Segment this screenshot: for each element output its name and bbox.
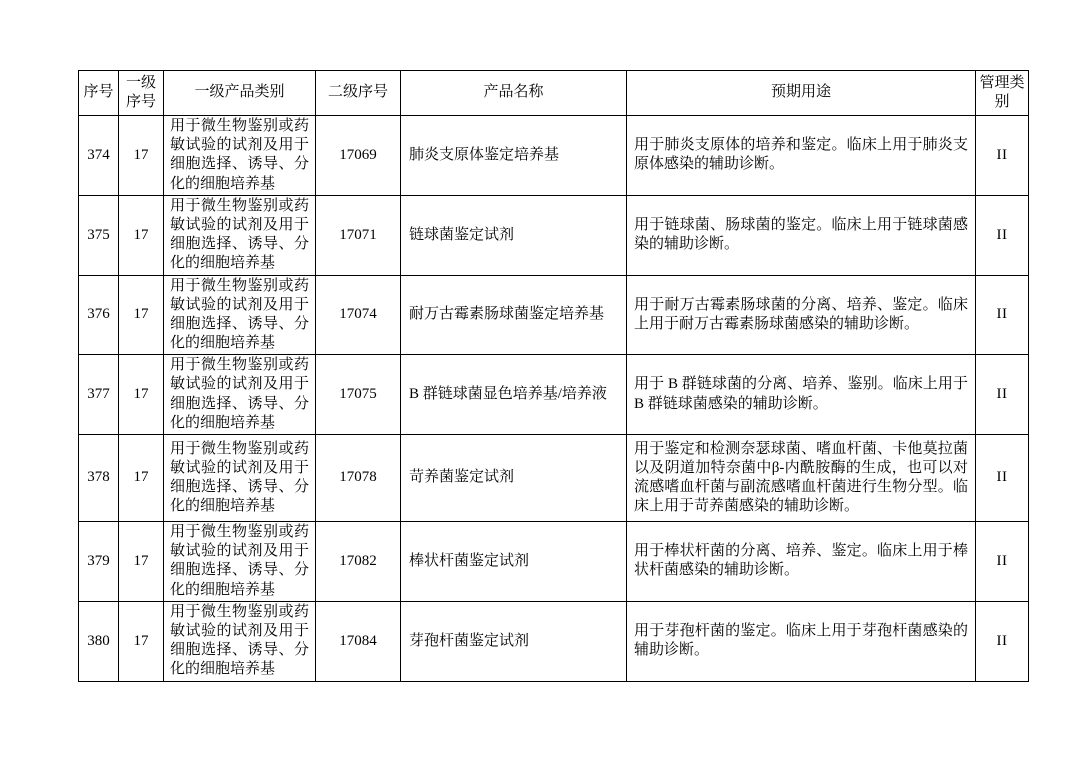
cell-level1-no: 17 [119, 116, 164, 196]
cell-intended-use: 用于链球菌、肠球菌的鉴定。临床上用于链球菌感染的辅助诊断。 [627, 195, 976, 275]
table-row [79, 275, 1029, 355]
cell-category: 用于微生物鉴别或药敏试验的试剂及用于细胞选择、诱导、分化的细胞培养基 [164, 601, 316, 681]
cell-serial: 374 [79, 116, 119, 196]
cell-intended-use: 用于芽孢杆菌的鉴定。临床上用于芽孢杆菌感染的辅助诊断。 [627, 601, 976, 681]
col-header-management-class: 管理类别 [976, 71, 1029, 116]
cell-level1-no: 17 [119, 601, 164, 681]
col-header-category: 一级产品类别 [164, 71, 316, 116]
cell-management-class: II [976, 522, 1029, 602]
col-header-serial: 序号 [79, 71, 119, 116]
cell-management-class: II [976, 601, 1029, 681]
table-row [79, 435, 1029, 522]
cell-level2-no: 17074 [316, 275, 401, 355]
cell-level2-no: 17082 [316, 522, 401, 602]
cell-serial: 379 [79, 522, 119, 602]
cell-product-name: B 群链球菌显色培养基/培养液 [401, 355, 627, 435]
cell-product-name: 耐万古霉素肠球菌鉴定培养基 [401, 275, 627, 355]
cell-level2-no: 17071 [316, 195, 401, 275]
cell-intended-use: 用于鉴定和检测奈瑟球菌、嗜血杆菌、卡他莫拉菌以及阴道加特奈菌中β-内酰胺酶的生成，也可以对流感嗜血杆菌与副流感嗜血杆菌进行生物分型。临床上用于苛养菌感染的辅助诊断。 [627, 435, 976, 522]
cell-management-class: II [976, 116, 1029, 196]
col-header-product-name: 产品名称 [401, 71, 627, 116]
cell-category: 用于微生物鉴别或药敏试验的试剂及用于细胞选择、诱导、分化的细胞培养基 [164, 275, 316, 355]
cell-level2-no: 17078 [316, 435, 401, 522]
cell-product-name: 肺炎支原体鉴定培养基 [401, 116, 627, 196]
table-row [79, 601, 1029, 681]
table-row [79, 116, 1029, 196]
cell-serial: 377 [79, 355, 119, 435]
cell-category: 用于微生物鉴别或药敏试验的试剂及用于细胞选择、诱导、分化的细胞培养基 [164, 522, 316, 602]
cell-product-name: 链球菌鉴定试剂 [401, 195, 627, 275]
cell-level1-no: 17 [119, 522, 164, 602]
cell-category: 用于微生物鉴别或药敏试验的试剂及用于细胞选择、诱导、分化的细胞培养基 [164, 116, 316, 196]
col-header-intended-use: 预期用途 [627, 71, 976, 116]
cell-intended-use: 用于 B 群链球菌的分离、培养、鉴别。临床上用于 B 群链球菌感染的辅助诊断。 [627, 355, 976, 435]
table-row [79, 522, 1029, 602]
cell-level1-no: 17 [119, 355, 164, 435]
cell-level1-no: 17 [119, 195, 164, 275]
cell-category: 用于微生物鉴别或药敏试验的试剂及用于细胞选择、诱导、分化的细胞培养基 [164, 435, 316, 522]
table-header-row [79, 71, 1029, 116]
cell-management-class: II [976, 195, 1029, 275]
table-row [79, 195, 1029, 275]
cell-level2-no: 17069 [316, 116, 401, 196]
cell-serial: 378 [79, 435, 119, 522]
cell-level2-no: 17084 [316, 601, 401, 681]
col-header-level2-no: 二级序号 [316, 71, 401, 116]
cell-product-name: 棒状杆菌鉴定试剂 [401, 522, 627, 602]
cell-level1-no: 17 [119, 435, 164, 522]
cell-management-class: II [976, 275, 1029, 355]
cell-serial: 375 [79, 195, 119, 275]
cell-intended-use: 用于肺炎支原体的培养和鉴定。临床上用于肺炎支原体感染的辅助诊断。 [627, 116, 976, 196]
cell-management-class: II [976, 355, 1029, 435]
cell-category: 用于微生物鉴别或药敏试验的试剂及用于细胞选择、诱导、分化的细胞培养基 [164, 355, 316, 435]
cell-product-name: 芽孢杆菌鉴定试剂 [401, 601, 627, 681]
cell-serial: 376 [79, 275, 119, 355]
cell-serial: 380 [79, 601, 119, 681]
col-header-level1-no: 一级序号 [119, 71, 164, 116]
product-classification-table [78, 70, 1029, 682]
cell-level1-no: 17 [119, 275, 164, 355]
cell-intended-use: 用于棒状杆菌的分离、培养、鉴定。临床上用于棒状杆菌感染的辅助诊断。 [627, 522, 976, 602]
cell-category: 用于微生物鉴别或药敏试验的试剂及用于细胞选择、诱导、分化的细胞培养基 [164, 195, 316, 275]
cell-product-name: 苛养菌鉴定试剂 [401, 435, 627, 522]
cell-level2-no: 17075 [316, 355, 401, 435]
cell-intended-use: 用于耐万古霉素肠球菌的分离、培养、鉴定。临床上用于耐万古霉素肠球菌感染的辅助诊断。 [627, 275, 976, 355]
table-row [79, 355, 1029, 435]
cell-management-class: II [976, 435, 1029, 522]
